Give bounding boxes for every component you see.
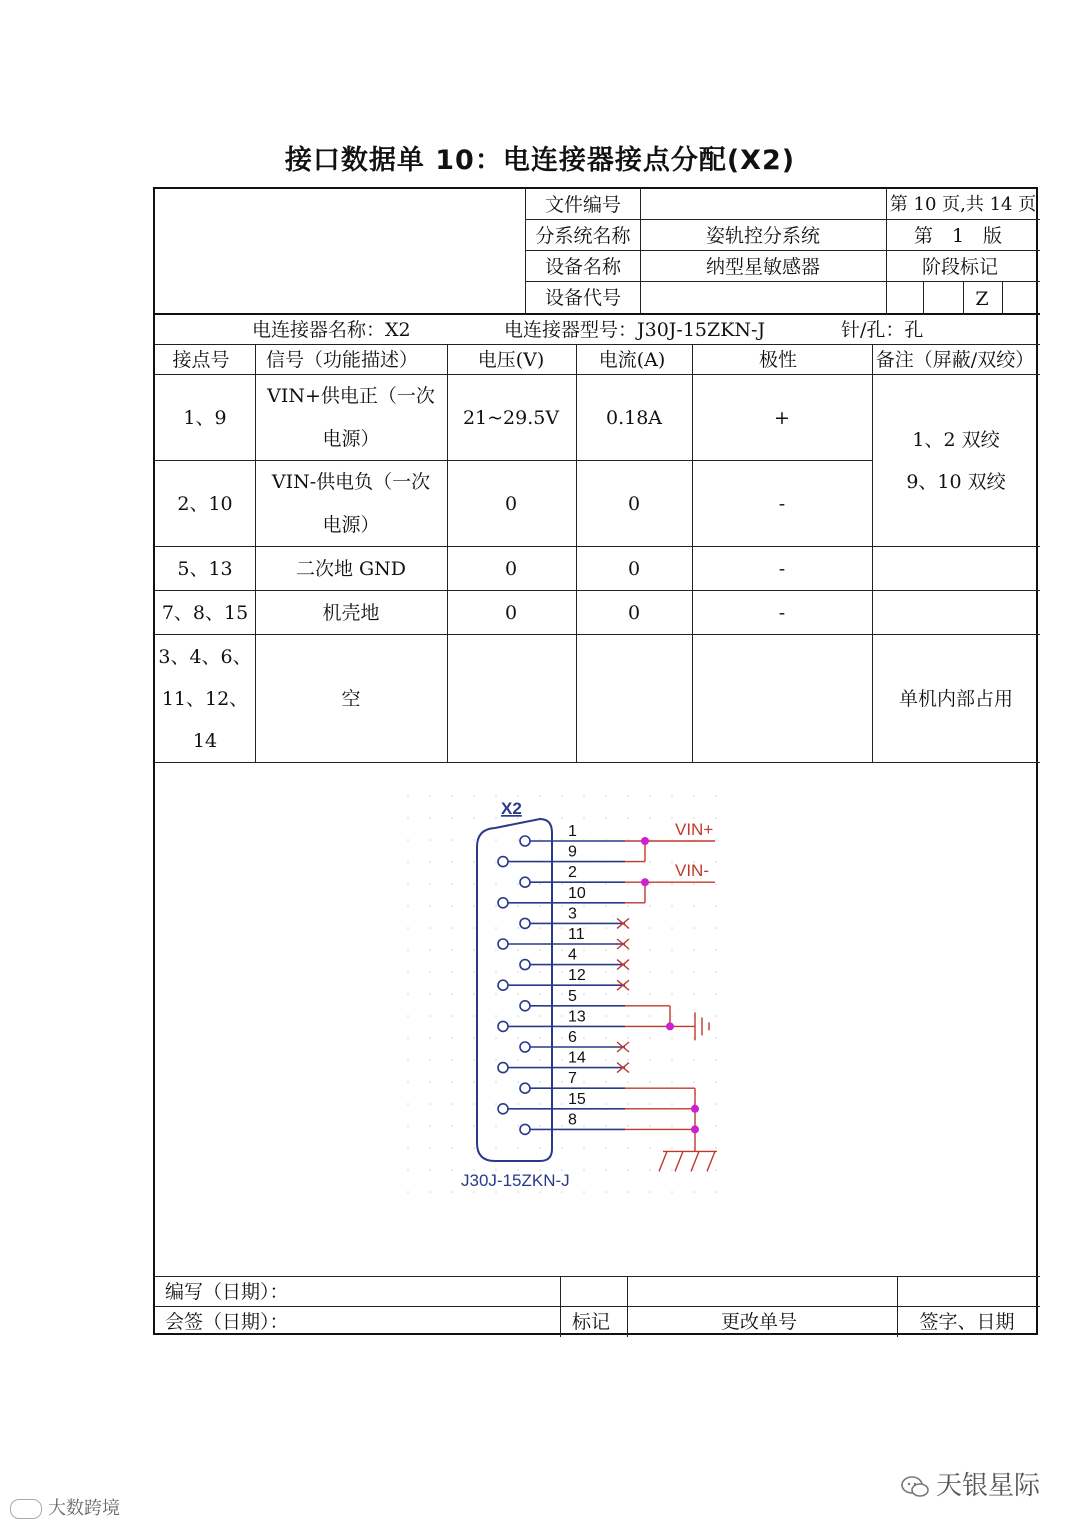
- row-signal: VIN+供电正（一次: [267, 385, 435, 407]
- connector-label: X2: [501, 799, 522, 818]
- row-signal: 电源）: [322, 428, 380, 450]
- row-current: 0.18A: [605, 407, 663, 429]
- device-name-label: 设备名称: [544, 256, 622, 278]
- row-polarity: -: [778, 602, 786, 624]
- watermark-left: 大数跨境: [10, 1494, 120, 1520]
- col-header-signal: 信号（功能描述）: [265, 349, 419, 371]
- stage-mark: Z: [975, 288, 989, 310]
- col-header-current: 电流(A): [598, 349, 666, 371]
- pin-number-label: 12: [568, 967, 586, 985]
- vin-minus-label: VIN-: [675, 861, 709, 880]
- part-number-label: J30J-15ZKN-J: [461, 1171, 570, 1190]
- junction-dot: [641, 837, 649, 845]
- pin-type: 针/孔：孔: [841, 319, 924, 341]
- row-pins: 3、4、6、: [158, 646, 252, 668]
- connector-wiring-diagram: [155, 763, 1036, 1275]
- device-name-value: 纳型星敏感器: [705, 256, 821, 278]
- pin-number-label: 4: [568, 946, 577, 964]
- device-code-label: 设备代号: [544, 287, 622, 309]
- row-polarity: -: [778, 493, 786, 515]
- col-header-polarity: 极性: [758, 349, 798, 371]
- row-current: 0: [627, 602, 641, 624]
- row-signal: VIN-供电负（一次: [271, 471, 431, 493]
- pin-number-label: 3: [568, 905, 577, 923]
- page-title: 接口数据单 10：电连接器接点分配(X2): [284, 145, 796, 176]
- junction-dot: [691, 1105, 699, 1113]
- row-pins: 11、12、: [161, 688, 249, 710]
- pin-number-label: 1: [568, 823, 577, 840]
- row-voltage: 0: [504, 602, 518, 624]
- row-voltage: 21~29.5V: [462, 407, 560, 429]
- remark-twisted-1: 1、2 双绞: [912, 429, 1000, 451]
- prepared-label: 编写（日期）：: [165, 1281, 289, 1303]
- page-info: 第 10 页,共 14 页: [889, 194, 1037, 215]
- watermark-logo-icon: [10, 1499, 42, 1519]
- row-pins: 2、10: [177, 493, 233, 515]
- pin-number-label: 13: [568, 1008, 586, 1026]
- pin-number-label: 8: [568, 1111, 577, 1129]
- row-polarity: -: [778, 558, 786, 580]
- row-pins: 5、13: [177, 558, 233, 580]
- pin-number-label: 2: [568, 864, 577, 882]
- connector-model: 电连接器型号：J30J-15ZKN-J: [504, 319, 766, 341]
- row-pins: 1、9: [183, 407, 227, 429]
- col-header-remarks: 备注（屏蔽/双绞）: [875, 349, 1035, 371]
- connector-name: 电连接器名称：X2: [252, 319, 411, 341]
- row-signal: 电源）: [322, 514, 380, 536]
- row-current: 0: [627, 493, 641, 515]
- remark-internal: 单机内部占用: [898, 688, 1014, 710]
- row-polarity: +: [774, 407, 790, 429]
- row-signal: 空: [341, 688, 361, 710]
- junction-dot: [666, 1022, 674, 1030]
- file-number-label: 文件编号: [544, 194, 622, 216]
- vin-plus-label: VIN+: [675, 820, 714, 839]
- col-header-pins: 接点号: [172, 349, 230, 371]
- stage-label: 阶段标记: [921, 256, 999, 278]
- row-pins: 7、8、15: [161, 602, 249, 624]
- pin-number-label: 9: [568, 843, 577, 861]
- junction-dot: [641, 878, 649, 886]
- row-signal: 二次地 GND: [295, 558, 407, 580]
- pin-number-label: 7: [568, 1070, 577, 1088]
- mark-label: 标记: [571, 1311, 611, 1333]
- row-current: 0: [627, 558, 641, 580]
- junction-dot: [691, 1125, 699, 1133]
- watermark-right: 天银星际: [900, 1465, 1040, 1502]
- pin-number-label: 14: [568, 1049, 586, 1067]
- pin-number-label: 11: [568, 926, 585, 943]
- subsystem-label: 分系统名称: [535, 225, 631, 247]
- pin-number-label: 5: [568, 987, 577, 1005]
- row-pins: 14: [192, 730, 218, 752]
- subsystem-value: 姿轨控分系统: [705, 225, 821, 247]
- pin-number-label: 10: [568, 884, 586, 902]
- col-header-voltage: 电压(V): [477, 349, 545, 371]
- remark-twisted-2: 9、10 双绞: [906, 471, 1006, 493]
- row-voltage: 0: [504, 493, 518, 515]
- change-number-label: 更改单号: [720, 1311, 798, 1333]
- edition: 第 1 版: [913, 225, 1003, 247]
- sign-date-label: 签字、日期: [919, 1311, 1015, 1333]
- row-signal: 机壳地: [322, 602, 380, 624]
- row-voltage: 0: [504, 558, 518, 580]
- pin-number-label: 6: [568, 1029, 577, 1046]
- wechat-icon: [900, 1475, 930, 1499]
- countersign-label: 会签（日期）：: [165, 1311, 289, 1333]
- pin-number-label: 15: [568, 1090, 586, 1108]
- interface-data-sheet: [153, 187, 1038, 1335]
